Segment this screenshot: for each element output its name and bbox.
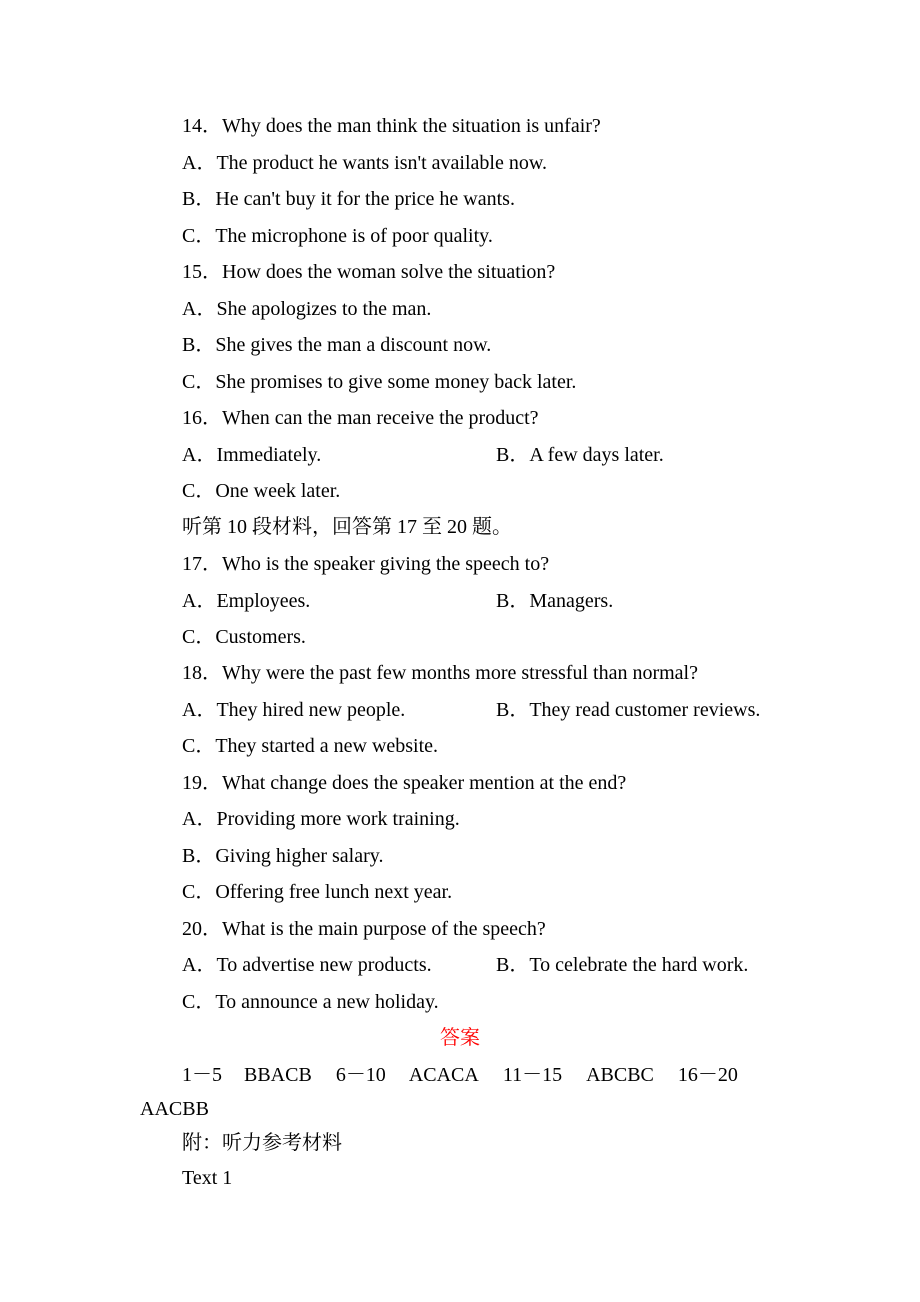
answer-range-1: 1－5 [182, 1064, 222, 1086]
answer-key-3: ABCBC [586, 1064, 654, 1086]
answer-key-row [182, 1062, 738, 1088]
q14-stem: 14．Why does the man think the situation is unfair? [182, 115, 601, 137]
answer-key-2: ACACA [408, 1064, 479, 1086]
q19-stem: 19．What change does the speaker mention at the end? [182, 772, 627, 794]
q18-option-b: B．They read customer reviews. [496, 699, 761, 721]
q17-option-c: C．Customers. [182, 626, 306, 648]
q16-option-a: A．Immediately. [182, 444, 322, 466]
q19-option-a: A．Providing more work training. [182, 808, 460, 830]
q15-option-c: C．She promises to give some money back later. [182, 371, 577, 393]
answer-heading: 答案 [440, 1027, 480, 1049]
q20-option-c: C．To announce a new holiday. [182, 991, 439, 1013]
answer-key-1: BBACB [244, 1064, 312, 1086]
answer-range-2: 6－10 [335, 1064, 386, 1086]
q17-option-b: B．Managers. [496, 590, 614, 612]
q16-option-b: B．A few days later. [496, 444, 664, 466]
q15-option-a: A．She apologizes to the man. [182, 298, 432, 320]
q16-stem: 16．When can the man receive the product? [182, 407, 539, 429]
q14-option-c: C．The microphone is of poor quality. [182, 225, 493, 247]
section-10-instruction: 听第 10 段材料，回答第 17 至 20 题。 [182, 516, 512, 538]
answer-key-wrap: AACBB [140, 1098, 209, 1120]
q20-option-b: B．To celebrate the hard work. [496, 954, 749, 976]
q14-option-a: A．The product he wants isn't available now. [182, 152, 547, 174]
q16-option-c: C．One week later. [182, 480, 341, 502]
text-1-heading: Text 1 [182, 1167, 233, 1189]
q19-option-c: C．Offering free lunch next year. [182, 881, 453, 903]
q14-option-b: B．He can't buy it for the price he wants. [182, 188, 515, 210]
q20-option-a: A．To advertise new products. [182, 954, 432, 976]
q18-stem: 18．Why were the past few months more stressful than normal? [182, 662, 698, 684]
q18-option-c: C．They started a new website. [182, 735, 439, 757]
answer-range-3: 11－15 [502, 1064, 563, 1086]
appendix-heading: 附：听力参考材料 [182, 1132, 342, 1154]
q17-option-a: A．Employees. [182, 590, 311, 612]
q19-option-b: B．Giving higher salary. [182, 845, 384, 867]
q15-option-b: B．She gives the man a discount now. [182, 334, 492, 356]
answer-range-4: 16－20 [677, 1064, 738, 1086]
q20-stem: 20．What is the main purpose of the speech? [182, 918, 546, 940]
q15-stem: 15．How does the woman solve the situation? [182, 261, 556, 283]
q18-option-a: A．They hired new people. [182, 699, 406, 721]
q17-stem: 17．Who is the speaker giving the speech to? [182, 553, 550, 575]
